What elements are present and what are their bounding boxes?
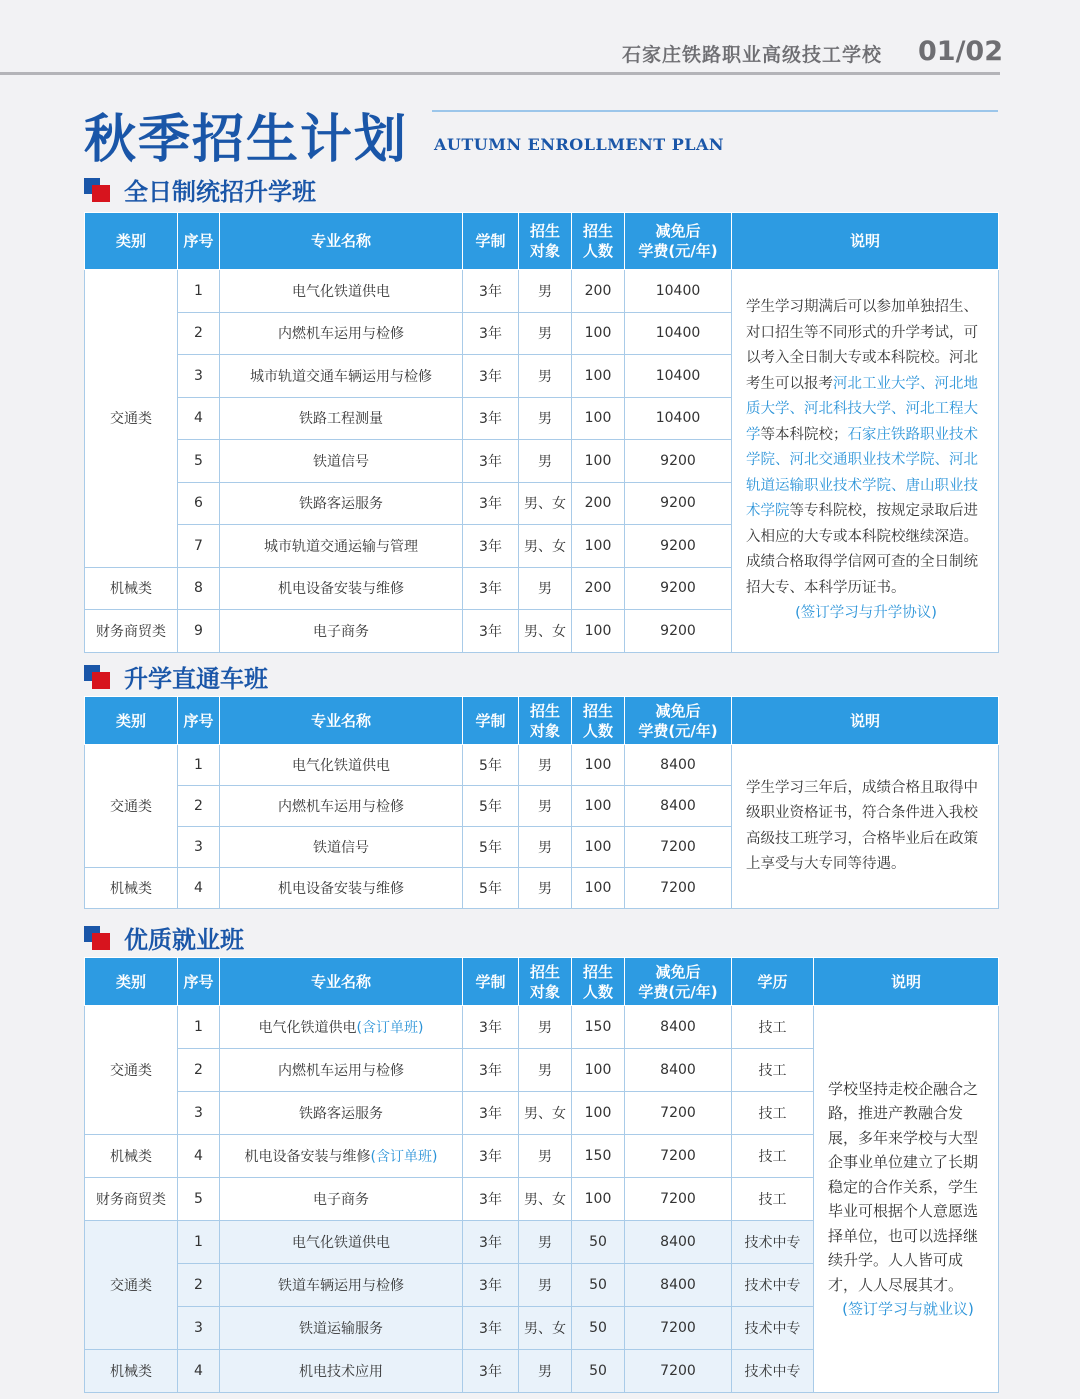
seq-cell: 9 xyxy=(178,610,220,653)
major-cell: 铁道车辆运用与检修 xyxy=(220,1264,463,1307)
col-header-education: 学历 xyxy=(732,958,814,1006)
col-header-count: 招生 人数 xyxy=(572,213,625,270)
years-cell: 3年 xyxy=(463,1307,519,1350)
count-cell: 100 xyxy=(572,397,625,440)
major-cell: 机电设备安装与维修(含订单班) xyxy=(220,1135,463,1178)
target-cell: 男 xyxy=(519,868,572,909)
fee-cell: 7200 xyxy=(625,1092,732,1135)
count-cell: 100 xyxy=(572,1178,625,1221)
table-header-row xyxy=(85,958,999,1006)
target-cell: 男、女 xyxy=(519,1178,572,1221)
fee-cell: 9200 xyxy=(625,567,732,610)
school-name: 石家庄铁路职业高级技工学校 xyxy=(622,44,883,66)
seq-cell: 1 xyxy=(178,745,220,786)
count-cell: 50 xyxy=(572,1307,625,1350)
seq-cell: 1 xyxy=(178,1006,220,1049)
fee-cell: 10400 xyxy=(625,355,732,398)
category-cell: 财务商贸类 xyxy=(85,1178,178,1221)
fee-cell: 7200 xyxy=(625,1178,732,1221)
seq-cell: 2 xyxy=(178,786,220,827)
seq-cell: 3 xyxy=(178,827,220,868)
years-cell: 3年 xyxy=(463,1221,519,1264)
table-header-row xyxy=(85,697,999,745)
major-cell: 电气化铁道供电(含订单班) xyxy=(220,1006,463,1049)
count-cell: 50 xyxy=(572,1221,625,1264)
major-cell: 内燃机车运用与检修 xyxy=(220,786,463,827)
seq-cell: 2 xyxy=(178,312,220,355)
education-cell: 技工 xyxy=(732,1092,814,1135)
fee-cell: 8400 xyxy=(625,1049,732,1092)
count-cell: 100 xyxy=(572,312,625,355)
col-header-note: 说明 xyxy=(814,958,999,1006)
col-header-note: 说明 xyxy=(732,697,999,745)
seq-cell: 2 xyxy=(178,1049,220,1092)
col-header-seq: 序号 xyxy=(178,213,220,270)
col-header-target: 招生 对象 xyxy=(519,958,572,1006)
count-cell: 100 xyxy=(572,1049,625,1092)
major-cell: 城市轨道交通运输与管理 xyxy=(220,525,463,568)
fee-cell: 8400 xyxy=(625,745,732,786)
seq-cell: 1 xyxy=(178,270,220,313)
education-cell: 技术中专 xyxy=(732,1350,814,1393)
count-cell: 200 xyxy=(572,482,625,525)
target-cell: 男、女 xyxy=(519,1092,572,1135)
count-cell: 100 xyxy=(572,610,625,653)
col-header-target: 招生 对象 xyxy=(519,697,572,745)
count-cell: 100 xyxy=(572,786,625,827)
years-cell: 5年 xyxy=(463,786,519,827)
category-cell: 交通类 xyxy=(85,1221,178,1350)
order-class-tag: (含订单班) xyxy=(370,1149,438,1165)
seq-cell: 4 xyxy=(178,1350,220,1393)
fee-cell: 9200 xyxy=(625,440,732,483)
years-cell: 3年 xyxy=(463,1350,519,1393)
col-header-fee: 减免后 学费(元/年) xyxy=(625,697,732,745)
major-cell: 机电技术应用 xyxy=(220,1350,463,1393)
major-cell: 铁道运输服务 xyxy=(220,1307,463,1350)
seq-cell: 3 xyxy=(178,1092,220,1135)
fee-cell: 8400 xyxy=(625,786,732,827)
education-cell: 技工 xyxy=(732,1135,814,1178)
seq-cell: 5 xyxy=(178,440,220,483)
education-cell: 技术中专 xyxy=(732,1221,814,1264)
target-cell: 男 xyxy=(519,1264,572,1307)
target-cell: 男 xyxy=(519,827,572,868)
target-cell: 男 xyxy=(519,1350,572,1393)
category-cell: 交通类 xyxy=(85,270,178,568)
title-divider xyxy=(432,110,998,112)
fee-cell: 8400 xyxy=(625,1006,732,1049)
seq-cell: 5 xyxy=(178,1178,220,1221)
col-header-fee: 减免后 学费(元/年) xyxy=(625,213,732,270)
count-cell: 100 xyxy=(572,1092,625,1135)
col-header-fee: 减免后 学费(元/年) xyxy=(625,958,732,1006)
years-cell: 3年 xyxy=(463,482,519,525)
seq-cell: 4 xyxy=(178,397,220,440)
target-cell: 男 xyxy=(519,1049,572,1092)
section-title: 优质就业班 xyxy=(124,926,244,954)
category-cell: 财务商贸类 xyxy=(85,610,178,653)
count-cell: 50 xyxy=(572,1264,625,1307)
target-cell: 男、女 xyxy=(519,482,572,525)
years-cell: 3年 xyxy=(463,1049,519,1092)
target-cell: 男 xyxy=(519,786,572,827)
fee-cell: 7200 xyxy=(625,827,732,868)
note-cell: 学生学习期满后可以参加单独招生、对口招生等不同形式的升学考试，可以考入全日制大专或本科院校。河北考生可以报考河北工业大学、河北地质大学、河北科技大学、河北工程大学等本科院校；石家庄铁路职业技术学院、河北交通职业技术学院、河北轨道运输职业技术学院、唐山职业技术学院等专科院校，按规定录取后进入相应的大专或本科院校继续深造。成绩合格取得学信网可查的全日制统招大专、本科学历证书。 (签订学习与升学协议) xyxy=(732,270,999,653)
years-cell: 3年 xyxy=(463,1178,519,1221)
seq-cell: 1 xyxy=(178,1221,220,1264)
target-cell: 男 xyxy=(519,1221,572,1264)
count-cell: 100 xyxy=(572,440,625,483)
note-cell: 学校坚持走校企融合之路，推进产教融合发展，多年来学校与大型企事业单位建立了长期稳定的合作关系，学生毕业可根据个人意愿选择单位，也可以选择继续升学。人人皆可成才，人人尽展其才。 (签订学习与就业议) xyxy=(814,1006,999,1393)
col-header-seq: 序号 xyxy=(178,958,220,1006)
seq-cell: 6 xyxy=(178,482,220,525)
seq-cell: 7 xyxy=(178,525,220,568)
col-header-major: 专业名称 xyxy=(220,958,463,1006)
col-header-years: 学制 xyxy=(463,697,519,745)
years-cell: 3年 xyxy=(463,1264,519,1307)
header-divider xyxy=(0,72,1000,75)
col-header-category: 类别 xyxy=(85,697,178,745)
category-cell: 交通类 xyxy=(85,1006,178,1135)
major-cell: 铁道信号 xyxy=(220,440,463,483)
fee-cell: 10400 xyxy=(625,397,732,440)
target-cell: 男 xyxy=(519,355,572,398)
major-cell: 电子商务 xyxy=(220,1178,463,1221)
seq-cell: 4 xyxy=(178,1135,220,1178)
table-row xyxy=(85,270,999,313)
category-cell: 机械类 xyxy=(85,1350,178,1393)
col-header-count: 招生 人数 xyxy=(572,958,625,1006)
target-cell: 男 xyxy=(519,1006,572,1049)
fee-cell: 10400 xyxy=(625,312,732,355)
table-row xyxy=(85,1006,999,1049)
table-row xyxy=(85,745,999,786)
major-cell: 城市轨道交通车辆运用与检修 xyxy=(220,355,463,398)
fee-cell: 7200 xyxy=(625,1307,732,1350)
page-number: 01/02 xyxy=(918,36,1004,67)
col-header-major: 专业名称 xyxy=(220,213,463,270)
fee-cell: 8400 xyxy=(625,1264,732,1307)
agreement-link[interactable]: (签订学习与就业议) xyxy=(842,1300,974,1318)
col-header-note: 说明 xyxy=(732,213,999,270)
col-header-seq: 序号 xyxy=(178,697,220,745)
target-cell: 男 xyxy=(519,397,572,440)
major-cell: 电气化铁道供电 xyxy=(220,1221,463,1264)
years-cell: 3年 xyxy=(463,270,519,313)
count-cell: 200 xyxy=(572,270,625,313)
fee-cell: 7200 xyxy=(625,868,732,909)
education-cell: 技术中专 xyxy=(732,1307,814,1350)
col-header-target: 招生 对象 xyxy=(519,213,572,270)
target-cell: 男、女 xyxy=(519,1307,572,1350)
count-cell: 100 xyxy=(572,525,625,568)
major-cell: 电气化铁道供电 xyxy=(220,745,463,786)
count-cell: 50 xyxy=(572,1350,625,1393)
col-header-years: 学制 xyxy=(463,958,519,1006)
agreement-link[interactable]: (签订学习与升学协议) xyxy=(795,605,937,621)
years-cell: 3年 xyxy=(463,440,519,483)
plan-table-fulltime xyxy=(84,212,999,653)
years-cell: 5年 xyxy=(463,827,519,868)
target-cell: 男 xyxy=(519,270,572,313)
page-title: 秋季招生计划 xyxy=(84,110,409,170)
count-cell: 100 xyxy=(572,745,625,786)
section-mark-icon xyxy=(84,665,110,689)
col-header-major: 专业名称 xyxy=(220,697,463,745)
order-class-tag: (含订单班) xyxy=(356,1020,424,1036)
fee-cell: 8400 xyxy=(625,1221,732,1264)
major-cell: 铁路客运服务 xyxy=(220,1092,463,1135)
fee-cell: 10400 xyxy=(625,270,732,313)
category-cell: 交通类 xyxy=(85,745,178,868)
years-cell: 3年 xyxy=(463,1135,519,1178)
plan-table-direct xyxy=(84,696,999,909)
target-cell: 男 xyxy=(519,745,572,786)
major-cell: 内燃机车运用与检修 xyxy=(220,312,463,355)
section-mark-icon xyxy=(84,178,110,202)
seq-cell: 3 xyxy=(178,1307,220,1350)
section-title: 升学直通车班 xyxy=(124,665,268,693)
count-cell: 100 xyxy=(572,355,625,398)
target-cell: 男、女 xyxy=(519,525,572,568)
count-cell: 100 xyxy=(572,827,625,868)
col-header-category: 类别 xyxy=(85,213,178,270)
fee-cell: 9200 xyxy=(625,482,732,525)
major-cell: 铁道信号 xyxy=(220,827,463,868)
plan-table-employment xyxy=(84,957,999,1393)
seq-cell: 3 xyxy=(178,355,220,398)
years-cell: 3年 xyxy=(463,312,519,355)
target-cell: 男 xyxy=(519,1135,572,1178)
note-cell: 学生学习三年后，成绩合格且取得中级职业资格证书，符合条件进入我校高级技工班学习，合格毕业后在政策上享受与大专同等待遇。 xyxy=(732,745,999,909)
count-cell: 150 xyxy=(572,1135,625,1178)
years-cell: 3年 xyxy=(463,525,519,568)
table-header-row xyxy=(85,213,999,270)
category-cell: 机械类 xyxy=(85,1135,178,1178)
col-header-count: 招生 人数 xyxy=(572,697,625,745)
education-cell: 技工 xyxy=(732,1006,814,1049)
section-mark-icon xyxy=(84,926,110,950)
count-cell: 150 xyxy=(572,1006,625,1049)
seq-cell: 4 xyxy=(178,868,220,909)
fee-cell: 7200 xyxy=(625,1350,732,1393)
target-cell: 男 xyxy=(519,567,572,610)
years-cell: 3年 xyxy=(463,1092,519,1135)
education-cell: 技工 xyxy=(732,1178,814,1221)
years-cell: 3年 xyxy=(463,1006,519,1049)
seq-cell: 2 xyxy=(178,1264,220,1307)
count-cell: 100 xyxy=(572,868,625,909)
major-cell: 铁路客运服务 xyxy=(220,482,463,525)
section-title: 全日制统招升学班 xyxy=(124,178,316,206)
years-cell: 5年 xyxy=(463,868,519,909)
target-cell: 男 xyxy=(519,440,572,483)
major-cell: 机电设备安装与维修 xyxy=(220,868,463,909)
fee-cell: 9200 xyxy=(625,525,732,568)
count-cell: 200 xyxy=(572,567,625,610)
years-cell: 3年 xyxy=(463,567,519,610)
education-cell: 技工 xyxy=(732,1049,814,1092)
target-cell: 男 xyxy=(519,312,572,355)
major-cell: 电气化铁道供电 xyxy=(220,270,463,313)
years-cell: 3年 xyxy=(463,397,519,440)
major-cell: 机电设备安装与维修 xyxy=(220,567,463,610)
page-subtitle-en: AUTUMN ENROLLMENT PLAN xyxy=(434,135,725,154)
fee-cell: 9200 xyxy=(625,610,732,653)
target-cell: 男、女 xyxy=(519,610,572,653)
seq-cell: 8 xyxy=(178,567,220,610)
education-cell: 技术中专 xyxy=(732,1264,814,1307)
category-cell: 机械类 xyxy=(85,868,178,909)
col-header-years: 学制 xyxy=(463,213,519,270)
major-cell: 电子商务 xyxy=(220,610,463,653)
fee-cell: 7200 xyxy=(625,1135,732,1178)
years-cell: 5年 xyxy=(463,745,519,786)
years-cell: 3年 xyxy=(463,610,519,653)
years-cell: 3年 xyxy=(463,355,519,398)
category-cell: 机械类 xyxy=(85,567,178,610)
col-header-category: 类别 xyxy=(85,958,178,1006)
major-cell: 内燃机车运用与检修 xyxy=(220,1049,463,1092)
major-cell: 铁路工程测量 xyxy=(220,397,463,440)
